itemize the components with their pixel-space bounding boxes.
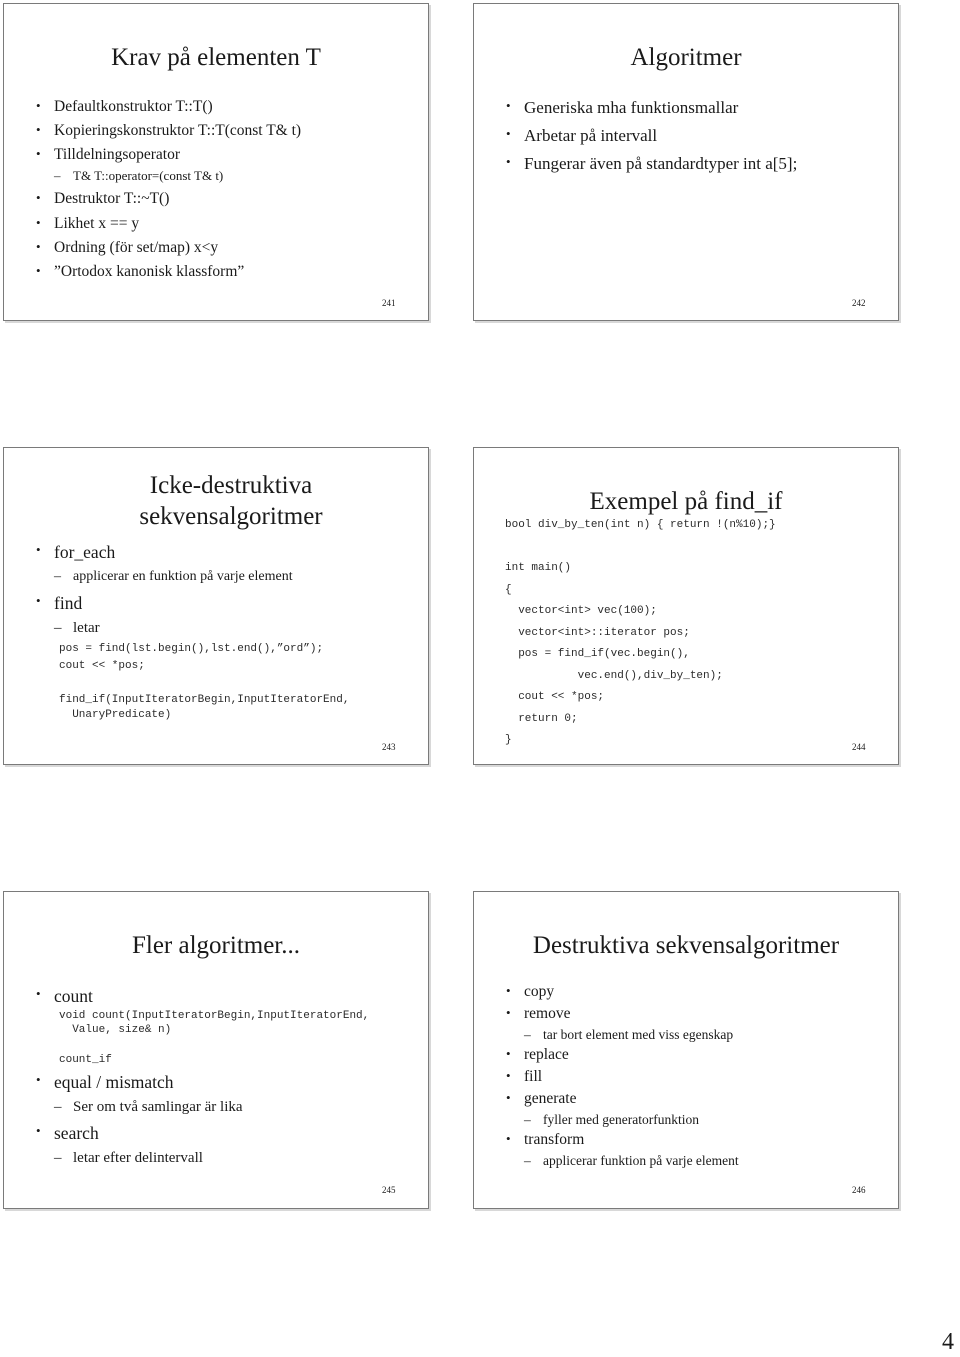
sub-item: – applicerar funktion på varje element	[524, 1153, 739, 1168]
bullet-item: • count	[36, 986, 93, 1006]
slide-244	[473, 447, 899, 765]
slide-number: 241	[382, 298, 396, 308]
bullet-item: • replace	[506, 1046, 569, 1063]
sub-item: – letar	[54, 620, 100, 636]
code-line: vector<int> vec(100);	[505, 605, 657, 617]
slide-number: 245	[382, 1185, 396, 1195]
slide-245	[3, 891, 429, 1209]
code-line: {	[505, 584, 512, 596]
slide-title: Exempel på find_if	[589, 488, 783, 515]
code-line: find_if(InputIteratorBegin,InputIteratorEnd,	[59, 694, 350, 706]
bullet-item: • copy	[506, 983, 555, 1000]
slide-title: Destruktiva sekvensalgoritmer	[532, 932, 840, 959]
bullet-item: • equal / mismatch	[36, 1072, 174, 1092]
sub-item: – tar bort element med viss egenskap	[524, 1027, 734, 1042]
bullet-item: • Generiska mha funktionsmallar	[506, 98, 739, 117]
bullet-item: • Kopieringskonstruktor T::T(const T& t)	[36, 122, 302, 139]
sub-item: – letar efter delintervall	[54, 1150, 203, 1166]
code-line: pos = find(lst.begin(),lst.end(),”ord”);	[59, 643, 324, 655]
slide-number: 246	[852, 1185, 866, 1195]
slide-number: 242	[852, 298, 866, 308]
code-line: vec.end(),div_by_ten);	[505, 670, 723, 682]
bullet-item: • Likhet x == y	[36, 215, 140, 232]
slide-title: Fler algoritmer...	[131, 932, 301, 959]
code-line: pos = find_if(vec.begin(),	[505, 648, 690, 660]
code-line: bool div_by_ten(int n) { return !(n%10);}	[505, 519, 776, 531]
sub-item: – T& T::operator=(const T& t)	[54, 168, 224, 183]
code-line: int main()	[505, 562, 572, 574]
bullet-item: • Tilldelningsoperator	[36, 146, 181, 163]
bullet-item: • Destruktor T::~T()	[36, 190, 170, 207]
code-line: }	[505, 734, 512, 746]
code-line: Value, size& n)	[59, 1024, 172, 1036]
slide-title: Algoritmer	[630, 44, 742, 71]
bullet-item: • transform	[506, 1131, 585, 1148]
slide-246	[473, 891, 899, 1209]
bullet-item: • for_each	[36, 542, 116, 562]
slide-242	[473, 3, 899, 321]
bullet-item: • find	[36, 593, 83, 613]
code-line: UnaryPredicate)	[59, 709, 172, 721]
page-number: 4	[942, 1329, 954, 1355]
code-line: vector<int>::iterator pos;	[505, 627, 690, 639]
bullet-item: • Ordning (för set/map) x<y	[36, 239, 219, 256]
code-line: cout << *pos;	[505, 691, 605, 703]
bullet-item: • Defaultkonstruktor T::T()	[36, 98, 213, 115]
bullet-item: • Arbetar på intervall	[506, 126, 658, 145]
bullet-item: • Fungerar även på standardtyper int a[5];	[506, 154, 798, 173]
code-line: void count(InputIteratorBegin,InputIteratorEnd,	[59, 1010, 370, 1022]
bullet-item: • remove	[506, 1005, 571, 1022]
slide-number: 244	[852, 742, 866, 752]
bullet-item: • fill	[506, 1068, 543, 1085]
sub-item: – applicerar en funktion på varje element	[54, 569, 293, 584]
code-line: return 0;	[505, 713, 578, 725]
bullet-item: • search	[36, 1123, 99, 1143]
slide-243	[3, 447, 429, 765]
bullet-item: • ”Ortodox kanonisk klassform”	[36, 263, 245, 280]
code-line: count_if	[59, 1054, 112, 1066]
bullet-item: • generate	[506, 1090, 577, 1107]
code-line: cout << *pos;	[59, 660, 145, 672]
slide-title: Icke-destruktiva sekvensalgoritmer	[139, 472, 323, 530]
slide-241	[3, 3, 429, 321]
slide-title: Krav på elementen T	[111, 44, 321, 71]
sub-item: – Ser om två samlingar är lika	[54, 1099, 243, 1115]
sub-item: – fyller med generatorfunktion	[524, 1112, 699, 1127]
slide-number: 243	[382, 742, 396, 752]
